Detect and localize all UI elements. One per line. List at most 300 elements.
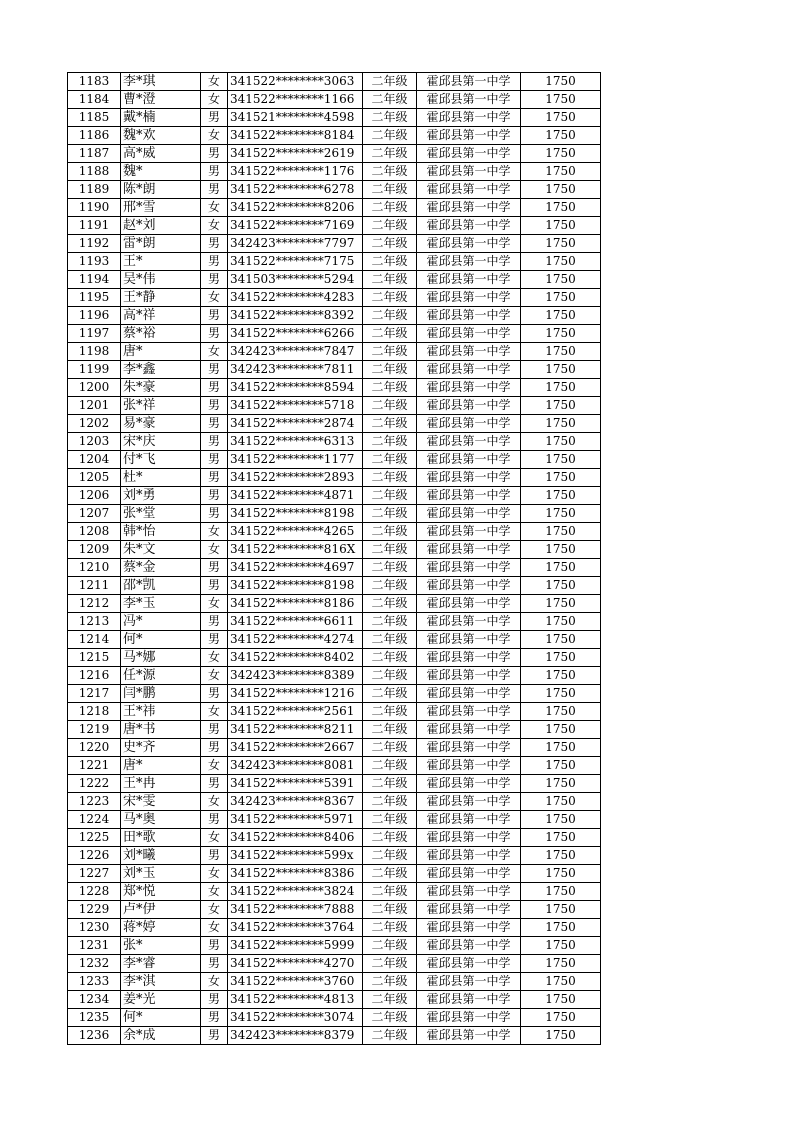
name-cell: 朱*文 bbox=[121, 541, 201, 559]
school-cell: 霍邱县第一中学 bbox=[417, 289, 521, 307]
grade-cell: 二年级 bbox=[363, 703, 417, 721]
id-number-cell: 341522********6278 bbox=[228, 181, 363, 199]
school-cell: 霍邱县第一中学 bbox=[417, 847, 521, 865]
amount-cell: 1750 bbox=[521, 631, 601, 649]
gender-cell: 女 bbox=[201, 595, 228, 613]
serial-number-cell: 1212 bbox=[68, 595, 121, 613]
school-cell: 霍邱县第一中学 bbox=[417, 649, 521, 667]
gender-cell: 女 bbox=[201, 127, 228, 145]
name-cell: 张*祥 bbox=[121, 397, 201, 415]
name-cell: 雷*朗 bbox=[121, 235, 201, 253]
gender-cell: 男 bbox=[201, 451, 228, 469]
table-row bbox=[68, 739, 601, 757]
grade-cell: 二年级 bbox=[363, 523, 417, 541]
serial-number-cell: 1236 bbox=[68, 1027, 121, 1045]
gender-cell: 男 bbox=[201, 181, 228, 199]
gender-cell: 男 bbox=[201, 109, 228, 127]
serial-number-cell: 1184 bbox=[68, 91, 121, 109]
serial-number-cell: 1217 bbox=[68, 685, 121, 703]
amount-cell: 1750 bbox=[521, 541, 601, 559]
gender-cell: 男 bbox=[201, 775, 228, 793]
school-cell: 霍邱县第一中学 bbox=[417, 955, 521, 973]
grade-cell: 二年级 bbox=[363, 109, 417, 127]
id-number-cell: 341522********5971 bbox=[228, 811, 363, 829]
grade-cell: 二年级 bbox=[363, 577, 417, 595]
gender-cell: 女 bbox=[201, 703, 228, 721]
gender-cell: 男 bbox=[201, 469, 228, 487]
grade-cell: 二年级 bbox=[363, 181, 417, 199]
serial-number-cell: 1229 bbox=[68, 901, 121, 919]
school-cell: 霍邱县第一中学 bbox=[417, 487, 521, 505]
serial-number-cell: 1230 bbox=[68, 919, 121, 937]
name-cell: 曹*澄 bbox=[121, 91, 201, 109]
school-cell: 霍邱县第一中学 bbox=[417, 433, 521, 451]
gender-cell: 男 bbox=[201, 1027, 228, 1045]
gender-cell: 男 bbox=[201, 433, 228, 451]
grade-cell: 二年级 bbox=[363, 739, 417, 757]
table-row bbox=[68, 145, 601, 163]
table-row bbox=[68, 649, 601, 667]
gender-cell: 女 bbox=[201, 199, 228, 217]
name-cell: 任*源 bbox=[121, 667, 201, 685]
name-cell: 赵*刘 bbox=[121, 217, 201, 235]
table-row bbox=[68, 199, 601, 217]
table-row bbox=[68, 757, 601, 775]
grade-cell: 二年级 bbox=[363, 721, 417, 739]
grade-cell: 二年级 bbox=[363, 541, 417, 559]
table-row bbox=[68, 451, 601, 469]
name-cell: 韩*怡 bbox=[121, 523, 201, 541]
table-row bbox=[68, 343, 601, 361]
amount-cell: 1750 bbox=[521, 343, 601, 361]
grade-cell: 二年级 bbox=[363, 631, 417, 649]
school-cell: 霍邱县第一中学 bbox=[417, 595, 521, 613]
name-cell: 郑*悦 bbox=[121, 883, 201, 901]
school-cell: 霍邱县第一中学 bbox=[417, 541, 521, 559]
name-cell: 刘*勇 bbox=[121, 487, 201, 505]
serial-number-cell: 1195 bbox=[68, 289, 121, 307]
school-cell: 霍邱县第一中学 bbox=[417, 145, 521, 163]
gender-cell: 女 bbox=[201, 91, 228, 109]
table-row bbox=[68, 865, 601, 883]
serial-number-cell: 1225 bbox=[68, 829, 121, 847]
name-cell: 宋*庆 bbox=[121, 433, 201, 451]
name-cell: 李*鑫 bbox=[121, 361, 201, 379]
amount-cell: 1750 bbox=[521, 109, 601, 127]
gender-cell: 男 bbox=[201, 1009, 228, 1027]
amount-cell: 1750 bbox=[521, 235, 601, 253]
school-cell: 霍邱县第一中学 bbox=[417, 631, 521, 649]
gender-cell: 女 bbox=[201, 883, 228, 901]
school-cell: 霍邱县第一中学 bbox=[417, 919, 521, 937]
grade-cell: 二年级 bbox=[363, 235, 417, 253]
school-cell: 霍邱县第一中学 bbox=[417, 307, 521, 325]
serial-number-cell: 1233 bbox=[68, 973, 121, 991]
grade-cell: 二年级 bbox=[363, 901, 417, 919]
id-number-cell: 341522********6313 bbox=[228, 433, 363, 451]
name-cell: 李*淇 bbox=[121, 973, 201, 991]
table-row bbox=[68, 775, 601, 793]
grade-cell: 二年级 bbox=[363, 793, 417, 811]
name-cell: 戴*楠 bbox=[121, 109, 201, 127]
grade-cell: 二年级 bbox=[363, 649, 417, 667]
amount-cell: 1750 bbox=[521, 145, 601, 163]
id-number-cell: 341522********5999 bbox=[228, 937, 363, 955]
grade-cell: 二年级 bbox=[363, 289, 417, 307]
serial-number-cell: 1220 bbox=[68, 739, 121, 757]
serial-number-cell: 1185 bbox=[68, 109, 121, 127]
table-row bbox=[68, 289, 601, 307]
name-cell: 吴*伟 bbox=[121, 271, 201, 289]
id-number-cell: 341522********8198 bbox=[228, 577, 363, 595]
id-number-cell: 341522********2619 bbox=[228, 145, 363, 163]
table-row bbox=[68, 667, 601, 685]
name-cell: 蒋*婷 bbox=[121, 919, 201, 937]
table-row bbox=[68, 1027, 601, 1045]
gender-cell: 男 bbox=[201, 955, 228, 973]
grade-cell: 二年级 bbox=[363, 667, 417, 685]
serial-number-cell: 1219 bbox=[68, 721, 121, 739]
id-number-cell: 342423********8389 bbox=[228, 667, 363, 685]
gender-cell: 女 bbox=[201, 829, 228, 847]
name-cell: 史*齐 bbox=[121, 739, 201, 757]
name-cell: 易*豪 bbox=[121, 415, 201, 433]
gender-cell: 男 bbox=[201, 307, 228, 325]
serial-number-cell: 1200 bbox=[68, 379, 121, 397]
serial-number-cell: 1221 bbox=[68, 757, 121, 775]
name-cell: 邵*凯 bbox=[121, 577, 201, 595]
school-cell: 霍邱县第一中学 bbox=[417, 469, 521, 487]
id-number-cell: 341522********5391 bbox=[228, 775, 363, 793]
school-cell: 霍邱县第一中学 bbox=[417, 379, 521, 397]
amount-cell: 1750 bbox=[521, 847, 601, 865]
grade-cell: 二年级 bbox=[363, 487, 417, 505]
amount-cell: 1750 bbox=[521, 253, 601, 271]
amount-cell: 1750 bbox=[521, 73, 601, 91]
serial-number-cell: 1203 bbox=[68, 433, 121, 451]
grade-cell: 二年级 bbox=[363, 271, 417, 289]
serial-number-cell: 1211 bbox=[68, 577, 121, 595]
table-row bbox=[68, 685, 601, 703]
amount-cell: 1750 bbox=[521, 829, 601, 847]
gender-cell: 男 bbox=[201, 847, 228, 865]
id-number-cell: 341522********8184 bbox=[228, 127, 363, 145]
grade-cell: 二年级 bbox=[363, 847, 417, 865]
amount-cell: 1750 bbox=[521, 289, 601, 307]
name-cell: 朱*豪 bbox=[121, 379, 201, 397]
name-cell: 王*冉 bbox=[121, 775, 201, 793]
serial-number-cell: 1189 bbox=[68, 181, 121, 199]
name-cell: 卢*伊 bbox=[121, 901, 201, 919]
school-cell: 霍邱县第一中学 bbox=[417, 253, 521, 271]
name-cell: 魏* bbox=[121, 163, 201, 181]
school-cell: 霍邱县第一中学 bbox=[417, 775, 521, 793]
amount-cell: 1750 bbox=[521, 271, 601, 289]
school-cell: 霍邱县第一中学 bbox=[417, 559, 521, 577]
name-cell: 马*娜 bbox=[121, 649, 201, 667]
gender-cell: 女 bbox=[201, 217, 228, 235]
gender-cell: 女 bbox=[201, 649, 228, 667]
school-cell: 霍邱县第一中学 bbox=[417, 163, 521, 181]
amount-cell: 1750 bbox=[521, 577, 601, 595]
table-row bbox=[68, 793, 601, 811]
grade-cell: 二年级 bbox=[363, 91, 417, 109]
id-number-cell: 341522********8402 bbox=[228, 649, 363, 667]
serial-number-cell: 1209 bbox=[68, 541, 121, 559]
grade-cell: 二年级 bbox=[363, 163, 417, 181]
id-number-cell: 341522********5718 bbox=[228, 397, 363, 415]
gender-cell: 女 bbox=[201, 343, 228, 361]
table-row bbox=[68, 901, 601, 919]
amount-cell: 1750 bbox=[521, 199, 601, 217]
grade-cell: 二年级 bbox=[363, 397, 417, 415]
id-number-cell: 341522********2667 bbox=[228, 739, 363, 757]
id-number-cell: 341522********4274 bbox=[228, 631, 363, 649]
grade-cell: 二年级 bbox=[363, 613, 417, 631]
id-number-cell: 341522********4697 bbox=[228, 559, 363, 577]
id-number-cell: 341522********599x bbox=[228, 847, 363, 865]
amount-cell: 1750 bbox=[521, 1009, 601, 1027]
serial-number-cell: 1218 bbox=[68, 703, 121, 721]
gender-cell: 男 bbox=[201, 379, 228, 397]
name-cell: 张* bbox=[121, 937, 201, 955]
name-cell: 邢*雪 bbox=[121, 199, 201, 217]
amount-cell: 1750 bbox=[521, 739, 601, 757]
grade-cell: 二年级 bbox=[363, 361, 417, 379]
school-cell: 霍邱县第一中学 bbox=[417, 217, 521, 235]
serial-number-cell: 1198 bbox=[68, 343, 121, 361]
serial-number-cell: 1197 bbox=[68, 325, 121, 343]
gender-cell: 女 bbox=[201, 919, 228, 937]
table-row bbox=[68, 379, 601, 397]
amount-cell: 1750 bbox=[521, 397, 601, 415]
table-row bbox=[68, 181, 601, 199]
serial-number-cell: 1205 bbox=[68, 469, 121, 487]
gender-cell: 女 bbox=[201, 793, 228, 811]
school-cell: 霍邱县第一中学 bbox=[417, 1027, 521, 1045]
amount-cell: 1750 bbox=[521, 1027, 601, 1045]
school-cell: 霍邱县第一中学 bbox=[417, 505, 521, 523]
id-number-cell: 341522********8198 bbox=[228, 505, 363, 523]
id-number-cell: 342423********8081 bbox=[228, 757, 363, 775]
table-row bbox=[68, 433, 601, 451]
name-cell: 王*静 bbox=[121, 289, 201, 307]
gender-cell: 男 bbox=[201, 721, 228, 739]
id-number-cell: 341522********3764 bbox=[228, 919, 363, 937]
amount-cell: 1750 bbox=[521, 955, 601, 973]
grade-cell: 二年级 bbox=[363, 757, 417, 775]
school-cell: 霍邱县第一中学 bbox=[417, 901, 521, 919]
name-cell: 唐* bbox=[121, 757, 201, 775]
id-number-cell: 341522********1216 bbox=[228, 685, 363, 703]
serial-number-cell: 1216 bbox=[68, 667, 121, 685]
table-row bbox=[68, 523, 601, 541]
table-row bbox=[68, 973, 601, 991]
serial-number-cell: 1235 bbox=[68, 1009, 121, 1027]
id-number-cell: 341522********4270 bbox=[228, 955, 363, 973]
gender-cell: 女 bbox=[201, 901, 228, 919]
table-row bbox=[68, 235, 601, 253]
id-number-cell: 341522********7888 bbox=[228, 901, 363, 919]
table-row bbox=[68, 307, 601, 325]
amount-cell: 1750 bbox=[521, 325, 601, 343]
school-cell: 霍邱县第一中学 bbox=[417, 361, 521, 379]
amount-cell: 1750 bbox=[521, 307, 601, 325]
grade-cell: 二年级 bbox=[363, 685, 417, 703]
table-row bbox=[68, 919, 601, 937]
amount-cell: 1750 bbox=[521, 127, 601, 145]
amount-cell: 1750 bbox=[521, 361, 601, 379]
name-cell: 李*睿 bbox=[121, 955, 201, 973]
name-cell: 王*祎 bbox=[121, 703, 201, 721]
gender-cell: 男 bbox=[201, 631, 228, 649]
gender-cell: 女 bbox=[201, 973, 228, 991]
amount-cell: 1750 bbox=[521, 433, 601, 451]
id-number-cell: 341522********6266 bbox=[228, 325, 363, 343]
id-number-cell: 341522********1166 bbox=[228, 91, 363, 109]
amount-cell: 1750 bbox=[521, 505, 601, 523]
table-row bbox=[68, 577, 601, 595]
name-cell: 冯* bbox=[121, 613, 201, 631]
id-number-cell: 341522********4265 bbox=[228, 523, 363, 541]
name-cell: 王* bbox=[121, 253, 201, 271]
table-row bbox=[68, 991, 601, 1009]
table-row bbox=[68, 541, 601, 559]
grade-cell: 二年级 bbox=[363, 559, 417, 577]
id-number-cell: 342423********7811 bbox=[228, 361, 363, 379]
grade-cell: 二年级 bbox=[363, 307, 417, 325]
name-cell: 蔡*金 bbox=[121, 559, 201, 577]
grade-cell: 二年级 bbox=[363, 469, 417, 487]
grade-cell: 二年级 bbox=[363, 145, 417, 163]
grade-cell: 二年级 bbox=[363, 955, 417, 973]
amount-cell: 1750 bbox=[521, 721, 601, 739]
gender-cell: 女 bbox=[201, 523, 228, 541]
id-number-cell: 341522********8206 bbox=[228, 199, 363, 217]
name-cell: 李*玉 bbox=[121, 595, 201, 613]
name-cell: 马*奥 bbox=[121, 811, 201, 829]
id-number-cell: 341522********1176 bbox=[228, 163, 363, 181]
amount-cell: 1750 bbox=[521, 649, 601, 667]
grade-cell: 二年级 bbox=[363, 883, 417, 901]
table-row bbox=[68, 127, 601, 145]
school-cell: 霍邱县第一中学 bbox=[417, 937, 521, 955]
school-cell: 霍邱县第一中学 bbox=[417, 577, 521, 595]
amount-cell: 1750 bbox=[521, 919, 601, 937]
table-body bbox=[68, 73, 601, 1045]
id-number-cell: 341522********3760 bbox=[228, 973, 363, 991]
gender-cell: 女 bbox=[201, 865, 228, 883]
amount-cell: 1750 bbox=[521, 613, 601, 631]
gender-cell: 女 bbox=[201, 73, 228, 91]
table-row bbox=[68, 1009, 601, 1027]
id-number-cell: 342423********7847 bbox=[228, 343, 363, 361]
serial-number-cell: 1213 bbox=[68, 613, 121, 631]
grade-cell: 二年级 bbox=[363, 595, 417, 613]
name-cell: 高*威 bbox=[121, 145, 201, 163]
grade-cell: 二年级 bbox=[363, 991, 417, 1009]
serial-number-cell: 1191 bbox=[68, 217, 121, 235]
serial-number-cell: 1183 bbox=[68, 73, 121, 91]
school-cell: 霍邱县第一中学 bbox=[417, 757, 521, 775]
amount-cell: 1750 bbox=[521, 775, 601, 793]
grade-cell: 二年级 bbox=[363, 415, 417, 433]
grade-cell: 二年级 bbox=[363, 433, 417, 451]
amount-cell: 1750 bbox=[521, 217, 601, 235]
gender-cell: 男 bbox=[201, 991, 228, 1009]
id-number-cell: 341522********2561 bbox=[228, 703, 363, 721]
serial-number-cell: 1222 bbox=[68, 775, 121, 793]
amount-cell: 1750 bbox=[521, 415, 601, 433]
school-cell: 霍邱县第一中学 bbox=[417, 1009, 521, 1027]
gender-cell: 男 bbox=[201, 505, 228, 523]
serial-number-cell: 1232 bbox=[68, 955, 121, 973]
grade-cell: 二年级 bbox=[363, 325, 417, 343]
school-cell: 霍邱县第一中学 bbox=[417, 271, 521, 289]
serial-number-cell: 1223 bbox=[68, 793, 121, 811]
amount-cell: 1750 bbox=[521, 523, 601, 541]
table-row bbox=[68, 397, 601, 415]
serial-number-cell: 1202 bbox=[68, 415, 121, 433]
serial-number-cell: 1207 bbox=[68, 505, 121, 523]
grade-cell: 二年级 bbox=[363, 343, 417, 361]
gender-cell: 女 bbox=[201, 667, 228, 685]
school-cell: 霍邱县第一中学 bbox=[417, 199, 521, 217]
school-cell: 霍邱县第一中学 bbox=[417, 127, 521, 145]
grade-cell: 二年级 bbox=[363, 919, 417, 937]
amount-cell: 1750 bbox=[521, 91, 601, 109]
gender-cell: 男 bbox=[201, 811, 228, 829]
school-cell: 霍邱县第一中学 bbox=[417, 739, 521, 757]
school-cell: 霍邱县第一中学 bbox=[417, 829, 521, 847]
id-number-cell: 341522********2893 bbox=[228, 469, 363, 487]
gender-cell: 男 bbox=[201, 937, 228, 955]
serial-number-cell: 1204 bbox=[68, 451, 121, 469]
gender-cell: 男 bbox=[201, 685, 228, 703]
id-number-cell: 341522********8186 bbox=[228, 595, 363, 613]
grade-cell: 二年级 bbox=[363, 829, 417, 847]
table-row bbox=[68, 631, 601, 649]
grade-cell: 二年级 bbox=[363, 973, 417, 991]
serial-number-cell: 1188 bbox=[68, 163, 121, 181]
id-number-cell: 341521********4598 bbox=[228, 109, 363, 127]
table-row bbox=[68, 559, 601, 577]
school-cell: 霍邱县第一中学 bbox=[417, 811, 521, 829]
amount-cell: 1750 bbox=[521, 451, 601, 469]
id-number-cell: 342423********8379 bbox=[228, 1027, 363, 1045]
table-row bbox=[68, 829, 601, 847]
amount-cell: 1750 bbox=[521, 811, 601, 829]
name-cell: 刘*玉 bbox=[121, 865, 201, 883]
table-row bbox=[68, 721, 601, 739]
id-number-cell: 341522********6611 bbox=[228, 613, 363, 631]
serial-number-cell: 1206 bbox=[68, 487, 121, 505]
id-number-cell: 341522********1177 bbox=[228, 451, 363, 469]
name-cell: 陈*朗 bbox=[121, 181, 201, 199]
table-row bbox=[68, 955, 601, 973]
serial-number-cell: 1201 bbox=[68, 397, 121, 415]
gender-cell: 男 bbox=[201, 253, 228, 271]
id-number-cell: 341522********8594 bbox=[228, 379, 363, 397]
table-row bbox=[68, 271, 601, 289]
id-number-cell: 341522********8392 bbox=[228, 307, 363, 325]
gender-cell: 女 bbox=[201, 541, 228, 559]
grade-cell: 二年级 bbox=[363, 937, 417, 955]
amount-cell: 1750 bbox=[521, 181, 601, 199]
school-cell: 霍邱县第一中学 bbox=[417, 793, 521, 811]
gender-cell: 男 bbox=[201, 577, 228, 595]
name-cell: 姜*光 bbox=[121, 991, 201, 1009]
